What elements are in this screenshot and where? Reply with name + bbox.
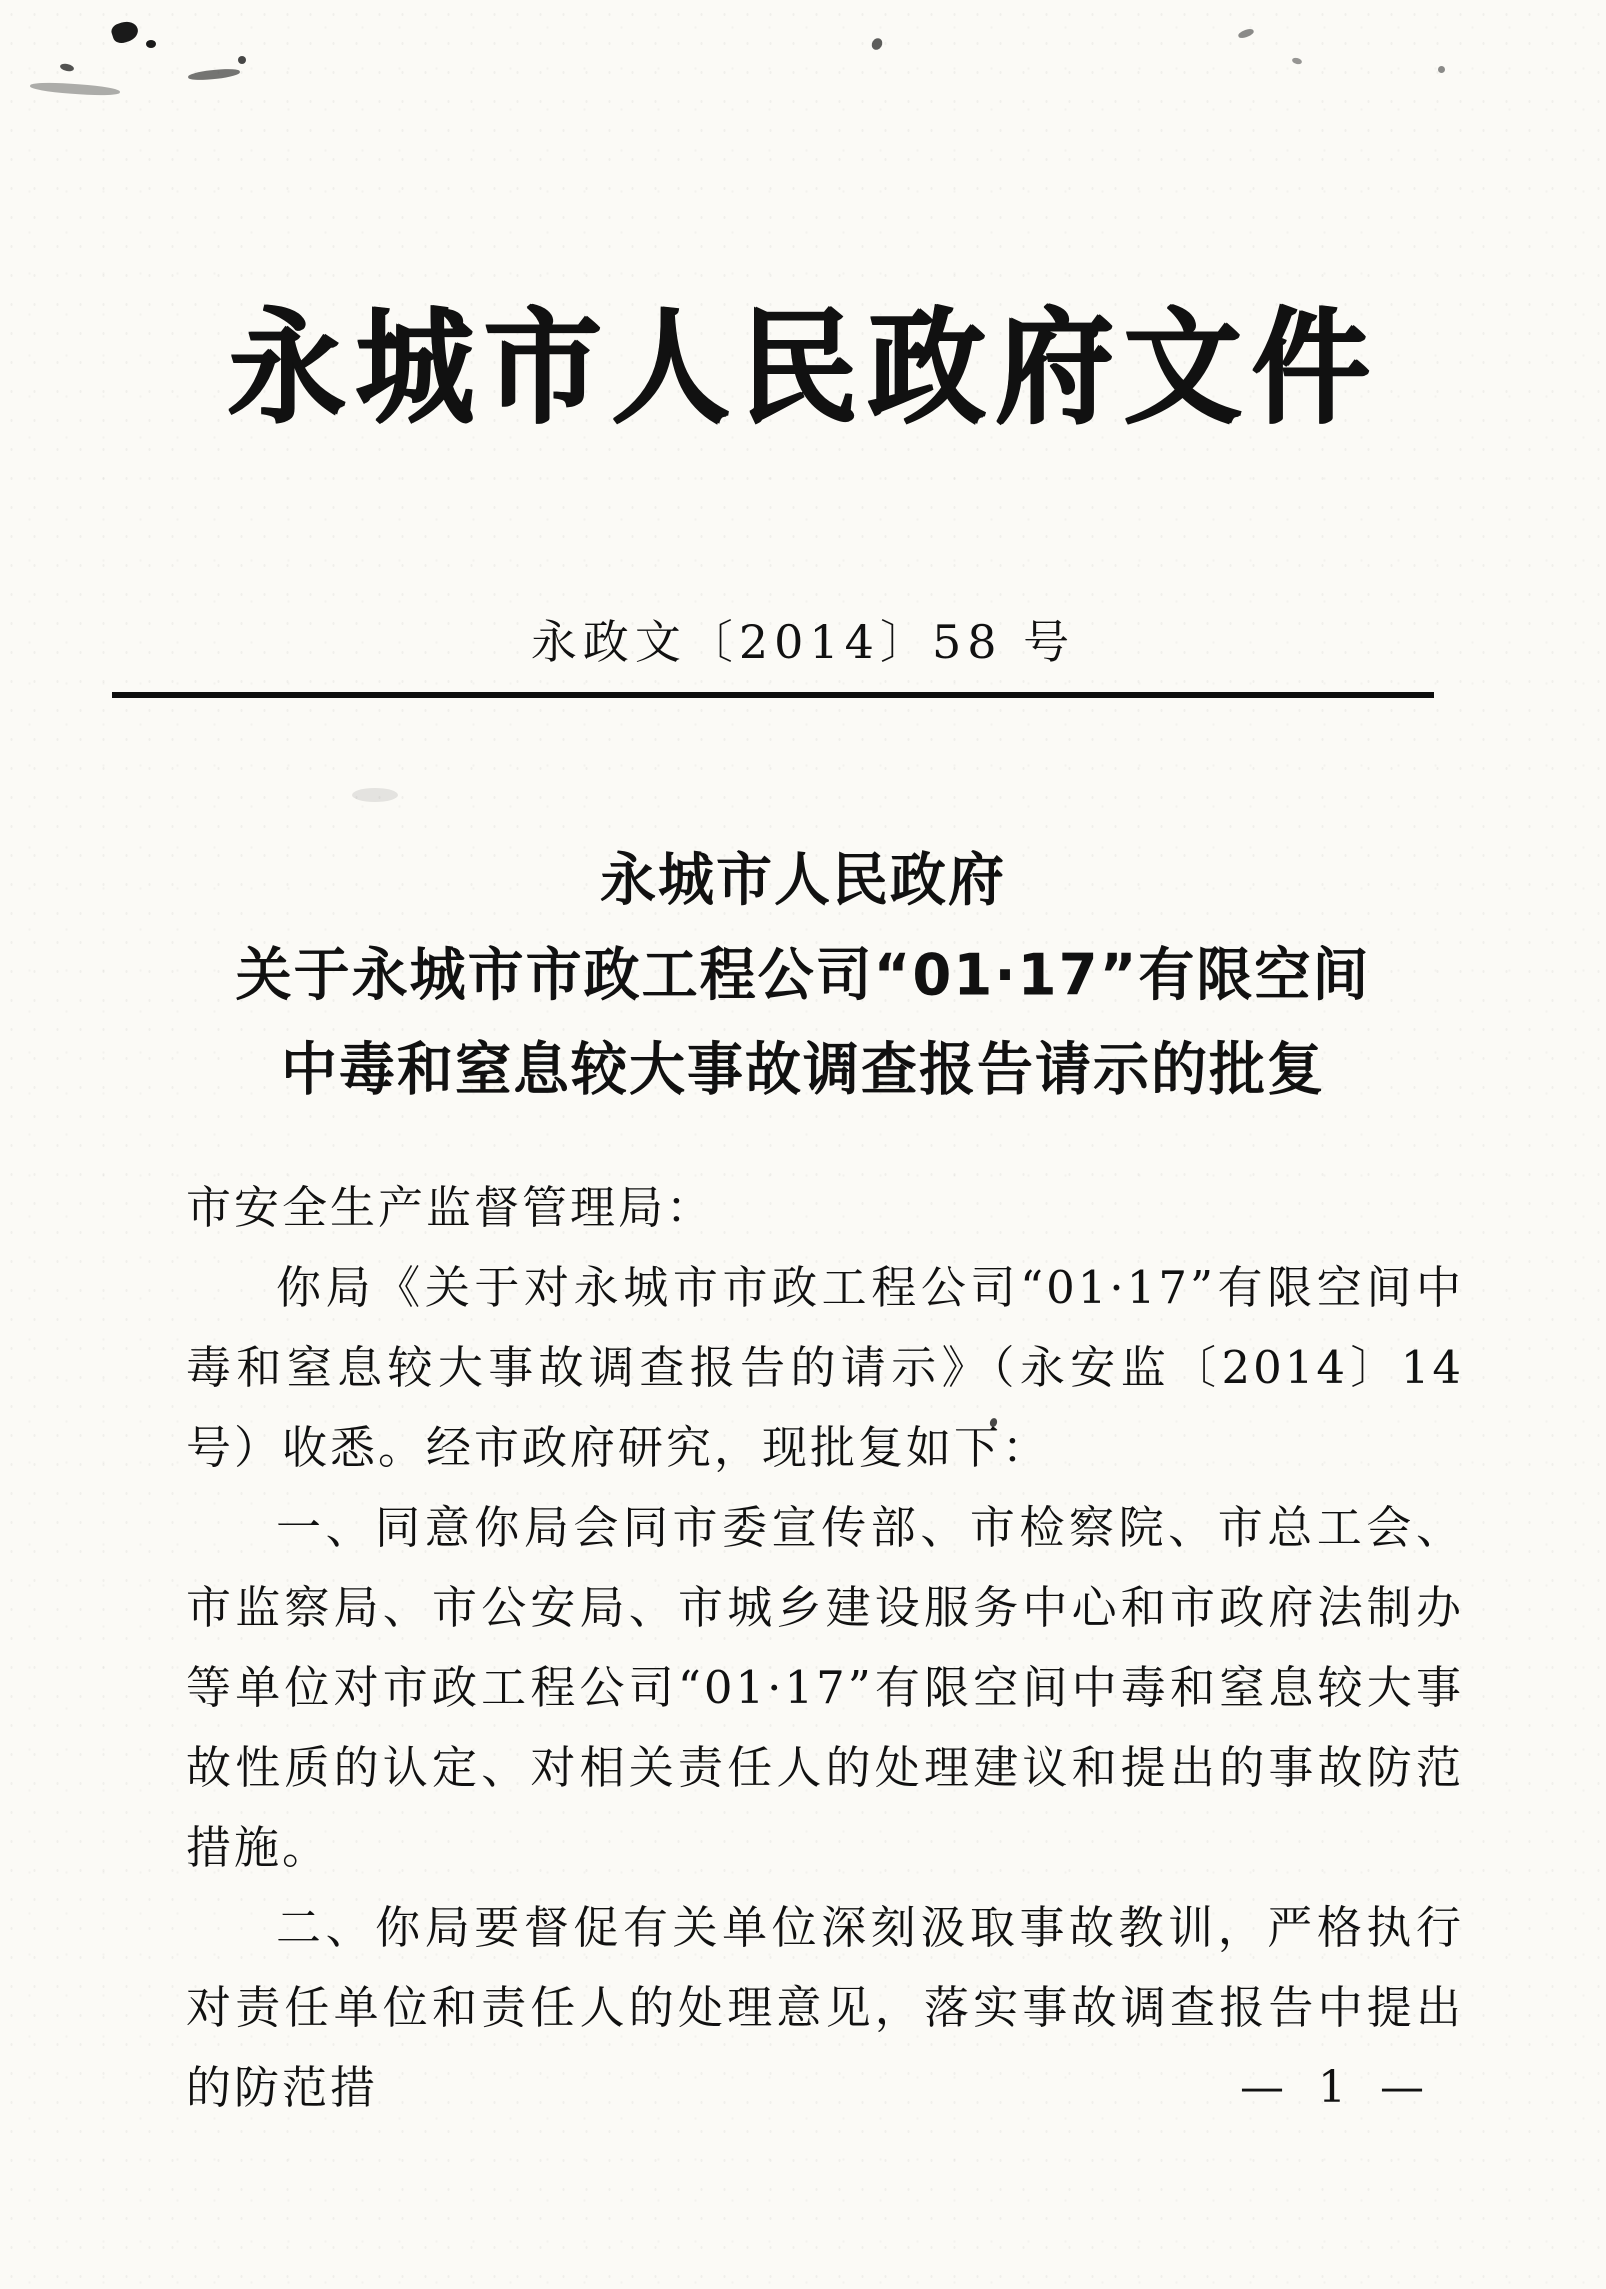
scan-artifact (188, 67, 241, 81)
scan-artifact (1438, 66, 1445, 73)
scan-artifact (1237, 27, 1254, 39)
scan-artifact (146, 40, 156, 48)
salutation: 市安全生产监督管理局： (186, 1181, 715, 1234)
scan-artifact (1291, 57, 1302, 65)
scan-artifact (238, 56, 246, 64)
scan-artifact (870, 36, 885, 51)
document-body (186, 1168, 1464, 2128)
scan-artifact (30, 81, 120, 97)
document-title-line-1: 永城市人民政府 (600, 847, 1006, 914)
scan-artifact (352, 788, 398, 802)
body-paragraph-3: 二、你局要督促有关单位深刻汲取事故教训，严格执行对责任单位和责任人的处理意见，落实事故调查报告中提出的防范措 (186, 1901, 1464, 2114)
letterhead-title: 永城市人民政府文件 (226, 293, 1379, 441)
document-title-line-2: 关于永城市市政工程公司“01·17”有限空间 (235, 942, 1371, 1009)
scan-artifact (110, 18, 141, 45)
scan-artifact (59, 63, 74, 73)
page-number: — 1 — (1240, 2062, 1434, 2113)
body-paragraph-1: 你局《关于对永城市市政工程公司“01·17”有限空间中毒和窒息较大事故调查报告的请示》（永安监〔2014〕14 号）收悉。经市政府研究，现批复如下： (186, 1261, 1464, 1474)
letterhead-divider-rule (112, 692, 1434, 698)
document-title (0, 833, 1606, 1118)
body-paragraph-2: 一、同意你局会同市委宣传部、市检察院、市总工会、市监察局、市公安局、市城乡建设服务中心和市政府法制办等单位对市政工程公司“01·17”有限空间中毒和窒息较大事故性质的认定、对相关责任人的处理建议和提出的事故防范措施。 (186, 1501, 1464, 1874)
document-title-line-3: 中毒和窒息较大事故调查报告请示的批复 (281, 1037, 1325, 1104)
document-number: 永政文〔2014〕58 号 (530, 615, 1076, 669)
